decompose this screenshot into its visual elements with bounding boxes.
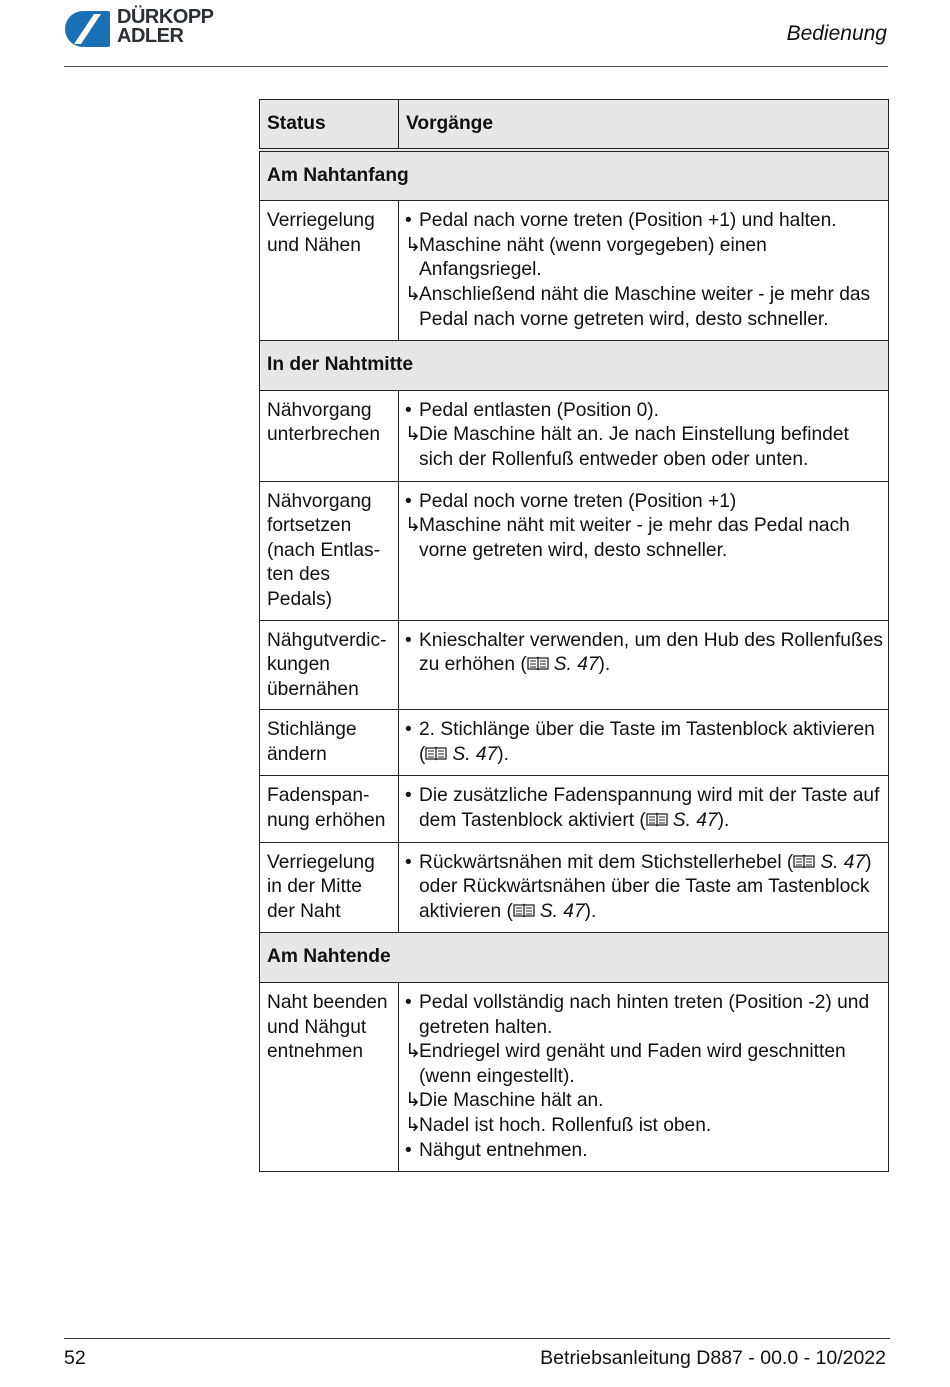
step-text-part: Pedal noch vorne treten (Position +1): [419, 490, 737, 512]
brand-line-1: DÜRKOPP: [117, 6, 214, 28]
action-step: [405, 851, 884, 925]
action-result: [405, 1040, 884, 1089]
section-title: Bedienung: [786, 22, 887, 45]
action-step: [405, 718, 884, 767]
result-arrow-icon: ↳: [405, 1115, 422, 1136]
result-arrow-icon: ↳: [405, 234, 422, 256]
page-reference: S. 47: [553, 654, 599, 676]
step-text: [419, 629, 884, 678]
table-header-row: [260, 100, 889, 150]
duerkopp-logo-icon: [64, 10, 112, 48]
table-body: [260, 100, 889, 1172]
page-reference: S. 47: [539, 900, 585, 922]
step-text: [419, 490, 884, 515]
step-text-part: Maschine näht (wenn vorgegeben) einen Anfangsriegel.: [419, 234, 767, 281]
table-row: [260, 710, 889, 776]
page-reference: S. 47: [452, 743, 498, 765]
step-text-part: Die Maschine hält an. Je nach Einstellung befindet sich der Rollenfuß entweder oben oder unten.: [419, 424, 849, 470]
status-cell: Verriegelung in der Mitte der Naht: [260, 842, 399, 933]
actions-cell: [399, 842, 889, 933]
step-text-part: Anschließend näht die Maschine weiter - je mehr das Pedal nach vorne getreten wird, desto schneller.: [419, 283, 871, 330]
action-step: [405, 629, 884, 678]
book-reference-icon: [425, 746, 447, 761]
result-arrow-icon: ↳: [405, 283, 422, 305]
actions-cell: [399, 390, 889, 481]
step-text-part: Pedal entlasten (Position 0).: [419, 399, 659, 421]
table-row: [260, 983, 889, 1172]
action-result: [405, 423, 884, 472]
page-reference: S. 47: [820, 851, 866, 873]
bullet-icon: •: [405, 992, 412, 1014]
section-row: [260, 933, 889, 983]
action-result: [405, 283, 884, 332]
step-text-part: Endriegel wird genäht und Faden wird geschnitten (wenn eingestellt).: [419, 1041, 846, 1087]
status-cell: Nähvorgang fortsetzen (nach Entlasten des Pedals): [260, 481, 399, 620]
bullet-icon: •: [405, 490, 412, 512]
step-text-part: Nähgut entnehmen.: [419, 1139, 588, 1161]
step-text: [419, 423, 884, 472]
header-rule: [64, 66, 888, 67]
step-text-part: Rückwärtsnähen mit dem Stichstellerhebel (: [419, 851, 794, 873]
step-text-part: Die zusätzliche Fadenspannung wird mit der Taste auf dem Tastenblock aktiviert (: [419, 785, 880, 832]
section-row: [260, 341, 889, 391]
result-arrow-icon: ↳: [405, 1041, 422, 1063]
bullet-icon: •: [405, 1139, 412, 1161]
status-cell: Nähvorgang unterbrechen: [260, 390, 399, 481]
status-cell: Naht beenden und Nähgut entnehmen: [260, 983, 399, 1172]
status-cell: Nähgutverdickungen übernähen: [260, 620, 399, 710]
table-row: [260, 620, 889, 710]
action-step: [405, 1139, 884, 1164]
section-title-cell: In der Nahtmitte: [260, 341, 889, 391]
action-result: [405, 234, 884, 283]
table-row: [260, 201, 889, 341]
result-arrow-icon: ↳: [405, 424, 422, 446]
section-title-cell: Am Nahtanfang: [260, 150, 889, 201]
step-text-part: ).: [717, 810, 730, 832]
table-row: [260, 842, 889, 933]
step-text-part: ) oder Rückwärtsnähen über die Taste am Tastenblock aktivieren (: [419, 851, 872, 922]
action-result: [405, 1114, 884, 1139]
step-text: [419, 718, 884, 767]
step-text: [419, 399, 884, 424]
step-text: [419, 514, 884, 563]
step-text: [419, 1089, 884, 1114]
bullet-icon: •: [405, 719, 412, 741]
step-text-part: ).: [598, 654, 611, 676]
result-arrow-icon: ↳: [405, 515, 422, 537]
step-text-part: 2. Stichlänge über die Taste im Tastenblock aktivieren (: [419, 719, 875, 765]
book-reference-icon: [513, 903, 535, 918]
page-number: 52: [64, 1347, 86, 1369]
table-row: [260, 481, 889, 620]
book-reference-icon: [793, 854, 815, 869]
step-text-part: ).: [497, 743, 509, 765]
action-step: [405, 991, 884, 1040]
table-row: [260, 390, 889, 481]
status-cell: Stichlänge ändern: [260, 710, 399, 776]
action-result: [405, 514, 884, 563]
section-row: [260, 150, 889, 201]
brand-logo: [64, 8, 234, 52]
table-row: [260, 776, 889, 842]
action-step: [405, 784, 884, 833]
step-text: [419, 991, 884, 1040]
step-text: [419, 1114, 884, 1139]
actions-cell: [399, 620, 889, 710]
step-text-part: Nadel ist hoch. Rollenfuß ist oben.: [419, 1115, 712, 1136]
action-result: [405, 1089, 884, 1114]
operations-table: [259, 99, 889, 1172]
step-text: [419, 851, 884, 925]
book-reference-icon: [527, 656, 549, 671]
step-text-part: ).: [584, 900, 597, 922]
step-text-part: Pedal nach vorne treten (Position +1) und halten.: [419, 210, 837, 232]
step-text-part: Knieschalter verwenden, um den Hub des Rollenfußes zu erhöhen (: [419, 629, 883, 676]
status-cell: Fadenspannung erhöhen: [260, 776, 399, 842]
book-reference-icon: [646, 812, 668, 827]
actions-cell: [399, 201, 889, 341]
actions-cell: [399, 710, 889, 776]
bullet-icon: •: [405, 785, 412, 807]
step-text: [419, 209, 884, 234]
action-step: [405, 399, 884, 424]
actions-cell: [399, 481, 889, 620]
bullet-icon: •: [405, 629, 412, 651]
column-header-actions: Vorgänge: [399, 100, 889, 150]
result-arrow-icon: ↳: [405, 1090, 422, 1112]
brand-line-2: ADLER: [117, 25, 184, 47]
brand-name: [117, 8, 214, 46]
step-text-part: Pedal vollständig nach hinten treten (Position -2) und getreten halten.: [419, 992, 870, 1038]
step-text-part: Die Maschine hält an.: [419, 1090, 604, 1112]
footer-rule: [64, 1338, 890, 1339]
status-cell: Verriegelung und Nähen: [260, 201, 399, 341]
actions-cell: [399, 776, 889, 842]
step-text: [419, 1040, 884, 1089]
step-text-part: Maschine näht mit weiter - je mehr das Pedal nach vorne getreten wird, desto schneller.: [419, 515, 850, 561]
page-reference: S. 47: [672, 810, 718, 832]
action-step: [405, 209, 884, 234]
bullet-icon: •: [405, 851, 412, 873]
document-id: Betriebsanleitung D887 - 00.0 - 10/2022: [540, 1347, 886, 1369]
bullet-icon: •: [405, 210, 412, 232]
column-header-status: Status: [260, 100, 399, 150]
action-step: [405, 490, 884, 515]
step-text: [419, 784, 884, 833]
actions-cell: [399, 983, 889, 1172]
step-text: [419, 283, 884, 332]
step-text: [419, 234, 884, 283]
bullet-icon: •: [405, 399, 412, 421]
step-text: [419, 1139, 884, 1164]
section-title-cell: Am Nahtende: [260, 933, 889, 983]
